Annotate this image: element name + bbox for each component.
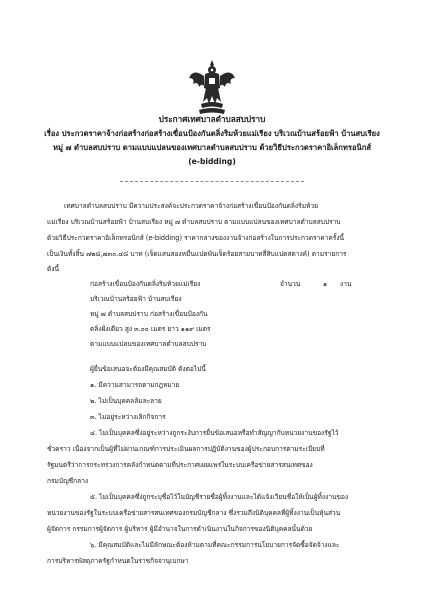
item-line: บริเวณบ้านสร้อยฟ้า บ้านสบเรียง (90, 295, 182, 303)
qualification-item: ๑. มีความสามารถตามกฎหมาย (90, 381, 180, 389)
item-line: ก่อสร้างเขื่อนป้องกันตลิ่งริมห้วยแม่เรียง (90, 280, 201, 288)
qualification-item: ๕. ไม่เป็นบุคคลซึ่งถูกระบุชื่อไว้ในบัญชีรายชื่อผู้ทิ้งงานและได้แจ้งเวียนชื่อให้เป็นผู้ทิ้งงานของ (90, 493, 349, 501)
qualification-item: การบริหารพัสดุภาครัฐกำหนดในราชกิจจานุเบกษา (47, 557, 189, 565)
qualification-item: หน่วยงานของรัฐในระบบเครือข่ายสารสนเทศของกรมบัญชีกลาง ซึ่งรวมถึงนิติบุคคลที่ผู้ทิ้งงานเป็นหุ้นส่วน (47, 509, 341, 517)
item-quantity-value: ๑ (323, 280, 328, 288)
document-subject-line-3: (e-bidding) (188, 157, 236, 166)
intro-line: เทศบาลตำบลสบปราบ มีความประสงค์จะประกวดราคาจ้างก่อสร้างเขื่อนป้องกันตลิ่งริมห้วย (64, 202, 318, 210)
qualification-item: ๖. มีคุณสมบัติและไม่มีลักษณะต้องห้ามตามที่คณะกรรมการนโยบายการจัดซื้อจัดจ้างและ (90, 541, 340, 549)
qualification-item: กรมบัญชีกลาง (47, 477, 89, 485)
item-quantity-unit: งาน (340, 280, 352, 288)
document-subject-line-2: หมู่ ๗ ตำบลสบปราบ ตามแบบแปลนของเทศบาลตำบลสบปราบ ด้วยวิธีประกวดราคาอิเล็กทรอนิกส์ (53, 143, 371, 152)
intro-line: แม่เรียง บริเวณบ้านสร้อยฟ้า บ้านสบเรียง หมู่ ๗ ตำบลสบปราบ ตามแบบแปลนของเทศบาลตำบลสบปราบ (47, 218, 341, 226)
intro-line: ด้วยวิธีประกวดราคาอิเล็กทรอนิกส์ (e-bidding) ราคากลางของงานจ้างก่อสร้างในการประกวดราคาครั้งนี้ (47, 234, 345, 242)
item-line: ตามแบบแปลนของเทศบาลตำบลสบปราบ (90, 340, 207, 348)
item-line: หมู่ ๗ ตำบลสบปราบ ก่อสร้างเขื่อนป้องกัน (90, 310, 208, 318)
separator-rule (120, 181, 304, 182)
qualifications-heading: ผู้ยื่นข้อเสนอจะต้องมีคุณสมบัติ ดังต่อไปนี้ (90, 365, 206, 373)
qualification-item: ๓. ไม่อยู่ระหว่างเลิกกิจการ (90, 413, 166, 421)
intro-line: เป็นเงินทั้งสิ้น ๗๒๘,๗๓๐.๔๘ บาท (เจ็ดแสนสองหมื่นแปดพันเจ็ดร้อยสามบาทสี่สิบแปดสตางค์) ตามรายการ (47, 250, 347, 258)
item-line: ตลิ่งฝั่งเดียว สูง ๓.๐๐ เมตร ยาว ๑๑๙ เมตร (90, 325, 211, 333)
document-subject-line-1: เรื่อง ประกวดราคาจ้างก่อสร้างก่อสร้างเขื่อนป้องกันตลิ่งริมห้วยแม่เรียง บริเวณบ้านสร้อยฟ้า บ้านสบเรียง (44, 129, 380, 138)
qualification-item: ๔. ไม่เป็นบุคคลซึ่งอยู่ระหว่างถูกระงับการยื่นข้อเสนอหรือทำสัญญากับหน่วยงานของรัฐไว้ (90, 429, 339, 437)
qualification-item: ผู้จัดการ กรรมการผู้จัดการ ผู้บริหาร ผู้มีอำนาจในการดำเนินงานในกิจการของนิติบุคคลนั้นด้วย (47, 525, 313, 533)
qualification-item: ๒. ไม่เป็นบุคคลล้มละลาย (90, 397, 162, 405)
item-quantity-label: จำนวน (280, 280, 301, 288)
intro-line: ดังนี้ (47, 265, 60, 273)
qualification-item: รัฐมนตรีว่าการกระทรวงการคลังกำหนดตามที่ประกาศเผยแพร่ในระบบเครือข่ายสารสนเทศของ (47, 461, 313, 469)
garuda-emblem-icon (187, 58, 237, 116)
document-agency-title: ประกาศเทศบาลตำบลสบปราบ (158, 114, 266, 124)
qualification-item: ชั่วคราว เนื่องจากเป็นผู้ที่ไม่ผ่านเกณฑ์การประเมินผลการปฏิบัติงานของผู้ประกอบการตามระเบียบที่ (47, 445, 325, 453)
